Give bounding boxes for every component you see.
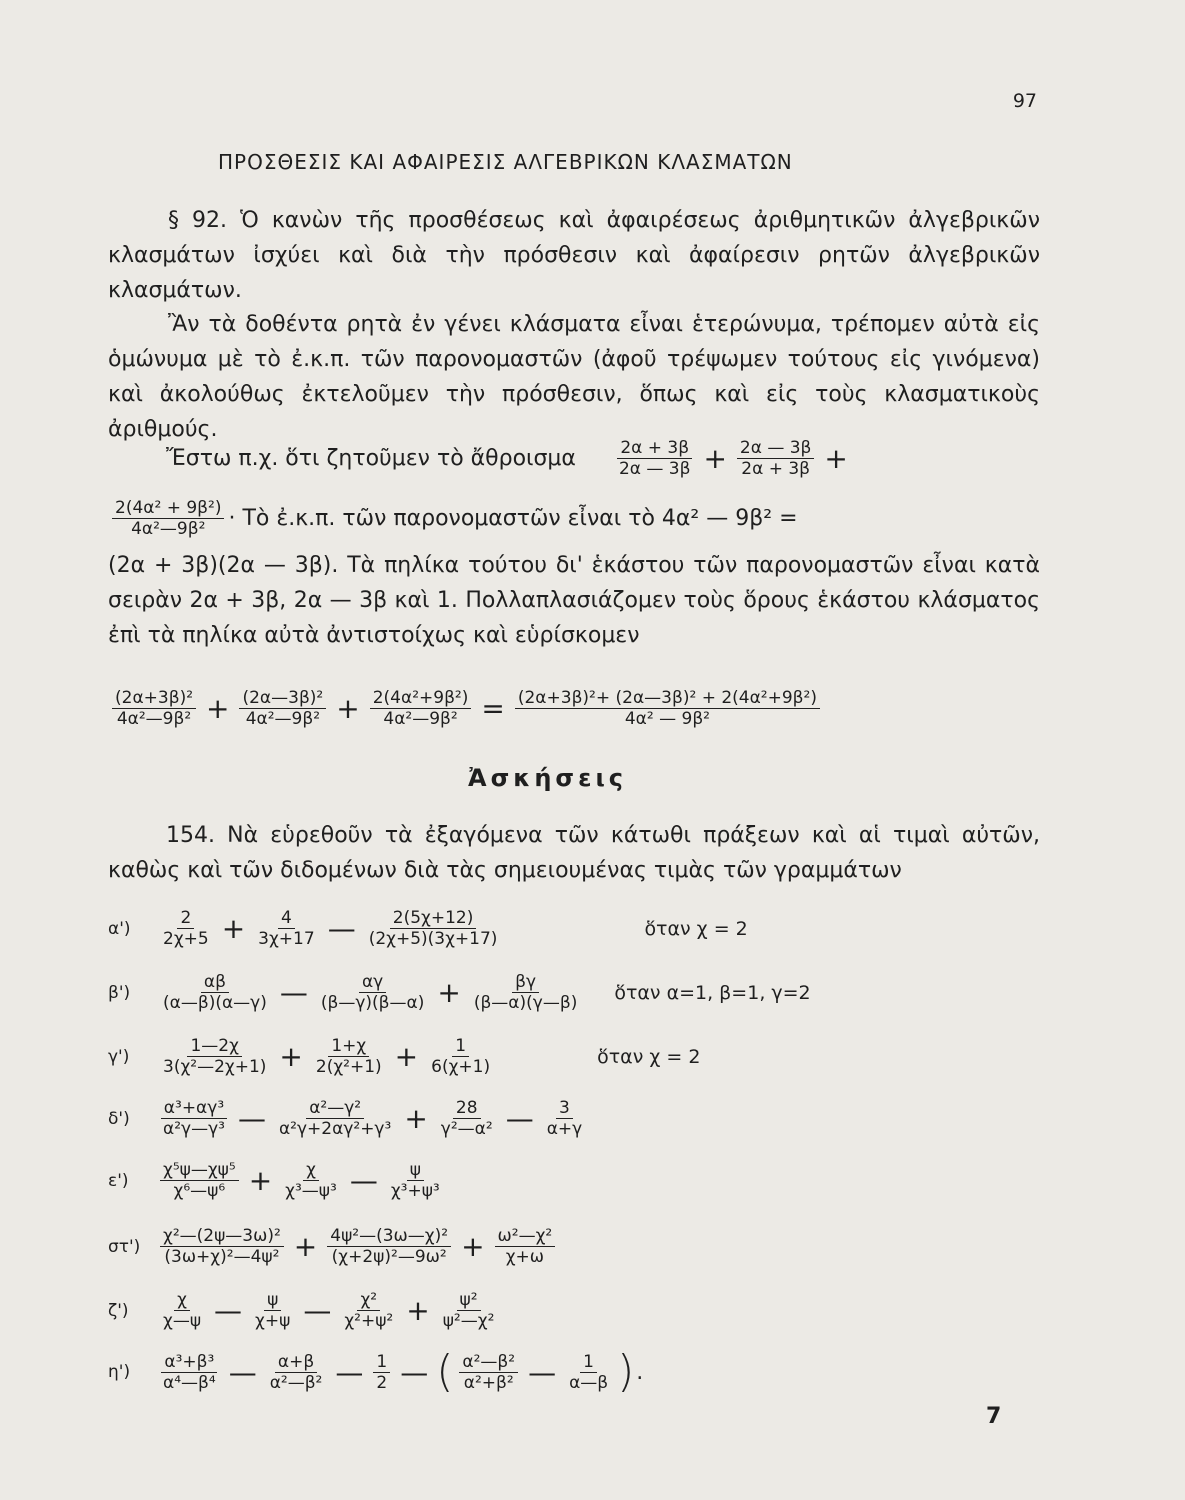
paragraph-quotients: (2α + 3β)(2α — 3β). Τὰ πηλίκα τούτου δι' ἑκάστου τῶν παρονομαστῶν εἶναι κατὰ σειρὰν 2α + 3β, 2α — 3β καὶ 1. Πολλαπλασιάζομεν τοὺς ὅρους ἑκάστου κλάσματος ἐπὶ τὰ πηλίκα αὐτὰ ἀντιστοίχως καὶ εὑρίσκομεν <box>108 553 1040 648</box>
fraction: $\frac{2\alpha + 3\beta}{2\alpha — 3\beta}$ <box>618 438 691 479</box>
fraction: $\frac{\psi}{\text{χ³+ψ³}}$ <box>390 1160 440 1201</box>
paragraph-rule: § 92. Ὁ κανὼν τῆς προσθέσεως καὶ ἀφαιρέσεως ἀριθμητικῶν ἀλγεβρικῶν κλασμάτων ἰσχύει καὶ διὰ τὴν πρόσθεσιν καὶ ἀφαίρεσιν ρητῶν ἀλγεβρικῶν κλασμάτων. <box>108 208 1040 303</box>
exercise-e: ε') $\frac{\text{χ⁵ψ—χψ⁵}}{\text{χ⁶—ψ⁶}}$ + $\frac{\chi}{\text{χ³—ψ³}}$ — $\frac{\psi}{\text{χ³+ψ³}}$ <box>108 1160 447 1201</box>
exercise-d: δ') $\frac{\text{α³+αγ³}}{\text{α²γ—γ³}}$ — $\frac{\text{α²—γ²}}{\text{α²γ+2αγ²+γ³}}$ + $\frac{28}{\text{γ²—α²}}$ — $\frac{3}{\alpha+\gamma}$ <box>108 1098 589 1139</box>
condition: ὅταν α=1, β=1, γ=2 <box>614 981 811 1004</box>
example-sum-continued <box>108 498 798 539</box>
fraction: $\frac{\alpha+\beta}{\text{α²—β²}}$ <box>269 1351 323 1393</box>
fraction: $\frac{\alpha\beta}{(\alpha—\beta)(\alpha—\gamma)}$ <box>163 972 267 1013</box>
exercise-b: β') $\frac{\alpha\beta}{(\alpha—\beta)(\alpha—\gamma)}$ — $\frac{\alpha\gamma}{(\beta—\gamma)(\beta—\alpha)}$ + $\frac{\beta\gamma}{(\beta—\alpha)(\gamma—\beta)}$ ὅταν α=1, β=1, γ=2 <box>108 972 811 1013</box>
fraction: $\frac{\text{χ²}}{\text{χ²+ψ²}}$ <box>344 1290 394 1331</box>
exercise-f: στ') $\frac{\text{χ²—(2ψ—3ω)²}}{\text{(3ω+χ)²—4ψ²}}$ + $\frac{\text{4ψ²—(3ω—χ)²}}{\text{(χ+2ψ)²—9ω²}}$ + $\frac{\text{ω²—χ²}}{\chi+\omega}$ <box>108 1226 559 1267</box>
page-number: 97 <box>1012 90 1037 112</box>
paragraph-method: Ἂν τὰ δοθέντα ρητὰ ἐν γένει κλάσματα εἶναι ἑτερώνυμα, τρέπομεν αὐτὰ εἰς ὁμώνυμα μὲ τὸ ἐ.κ.π. τῶν παρονομαστῶν (ἀφοῦ τρέψωμεν τούτους εἰς γινόμενα) καὶ ἀκολούθως ἐκτελοῦμεν τὴν πρόσθεσιν, ὅπως καὶ εἰς τοὺς κλασματικοὺς ἀριθμούς. <box>108 312 1040 442</box>
fraction: $\frac{4}{3\chi+17}$ <box>258 908 315 949</box>
fraction: $\frac{\text{4ψ²—(3ω—χ)²}}{\text{(χ+2ψ)²—9ω²}}$ <box>327 1226 451 1267</box>
exercises-title: Ἀσκήσεις <box>468 764 628 792</box>
fraction: $\frac{\alpha\gamma}{(\beta—\gamma)(\beta—\alpha)}$ <box>320 972 425 1013</box>
fraction: $\frac{1}{6(\chi+1)}$ <box>431 1036 491 1077</box>
fraction: $\frac{\text{2(4α²+9β²)}}{\text{4α²—9β²}}$ <box>370 688 472 729</box>
condition: ὅταν χ = 2 <box>597 1045 701 1068</box>
fraction: $\frac{\text{ψ²}}{\text{ψ²—χ²}}$ <box>442 1290 495 1331</box>
fraction: $\frac{1—2\chi}{\text{3(χ²—2χ+1)}}$ <box>163 1036 267 1077</box>
fraction: $\frac{\text{χ²—(2ψ—3ω)²}}{\text{(3ω+χ)²—4ψ²}}$ <box>160 1226 284 1267</box>
fraction: $\frac{\text{α²—γ²}}{\text{α²γ+2αγ²+γ³}}$ <box>278 1098 392 1139</box>
fraction: $\frac{\text{α³+αγ³}}{\text{α²γ—γ³}}$ <box>160 1098 228 1139</box>
fraction: $\frac{1}{\alpha—\beta}$ <box>569 1351 609 1393</box>
example-sum-row: Ἔστω π.χ. ὅτι ζητοῦμεν τὸ ἄθροισμα $\frac{2\alpha + 3\beta}{2\alpha — 3\beta}$ + $\frac{2\alpha — 3\beta}{2\alpha + 3\beta}$ + <box>166 438 848 479</box>
fraction: $\frac{\beta\gamma}{(\beta—\alpha)(\gamma—\beta)}$ <box>473 972 578 1013</box>
fraction: $\frac{\text{α³+β³}}{\text{α⁴—β⁴}}$ <box>163 1351 216 1393</box>
example-intro: Ἔστω π.χ. ὅτι ζητοῦμεν τὸ ἄθροισμα <box>166 446 576 471</box>
result-equation: $\frac{\text{(2α+3β)²}}{\text{4α²—9β²}}$ + $\frac{\text{(2α—3β)²}}{\text{4α²—9β²}}$ + $\frac{\text{2(4α²+9β²)}}{\text{4α²—9β²}}$ = $\frac{\text{(2α+3β)²+ (2α—3β)² + 2(4α²+9β²)}}{\text{4α² — 9β²}}$ <box>108 688 824 729</box>
exercise-h: η') $\frac{\text{α³+β³}}{\text{α⁴—β⁴}}$ — $\frac{\alpha+\beta}{\text{α²—β²}}$ — $\frac{1}{2}$ — ( $\frac{\text{α²—β²}}{\text{α²+β²}}$ — $\frac{1}{\alpha—\beta}$ ) . <box>108 1346 644 1397</box>
condition: ὅταν χ = 2 <box>644 917 748 940</box>
fraction: $\frac{\chi}{\text{χ³—ψ³}}$ <box>285 1160 337 1201</box>
exercise-g: ζ') $\frac{\chi}{\chi—\psi}$ — $\frac{\psi}{\chi+\psi}$ — $\frac{\text{χ²}}{\text{χ²+ψ²}}$ + $\frac{\text{ψ²}}{\text{ψ²—χ²}}$ <box>108 1290 501 1331</box>
exercise-a: α') $\frac{2}{2\chi+5}$ + $\frac{4}{3\chi+17}$ — $\frac{2(5\chi+12)}{(2\chi+5)(3\chi+17)}$ ὅταν χ = 2 <box>108 908 748 949</box>
fraction: $\frac{\text{ω²—χ²}}{\chi+\omega}$ <box>495 1226 556 1267</box>
section-heading: ΠΡΟΣΘΕΣΙΣ ΚΑΙ ΑΦΑΙΡΕΣΙΣ ΑΛΓΕΒΡΙΚΩΝ ΚΛΑΣΜΑΤΩΝ <box>218 150 793 174</box>
signature-mark: 7 <box>986 1404 1002 1429</box>
fraction: $\frac{1}{2}$ <box>373 1352 390 1393</box>
right-parenthesis: ) <box>617 1346 635 1397</box>
fraction: $\frac{\text{(2α—3β)²}}{\text{4α²—9β²}}$ <box>239 688 326 729</box>
fraction: $\frac{2\alpha — 3\beta}{2\alpha + 3\beta}$ <box>737 438 815 479</box>
fraction: $\frac{2}{2\chi+5}$ <box>163 908 209 949</box>
exercise-c: γ') $\frac{1—2\chi}{\text{3(χ²—2χ+1)}}$ + $\frac{1+\chi}{\text{2(χ²+1)}}$ + $\frac{1}{6(\chi+1)}$ ὅταν χ = 2 <box>108 1036 701 1077</box>
period: . <box>636 1359 644 1385</box>
fraction: $\frac{\chi}{\chi—\psi}$ <box>163 1290 202 1331</box>
fraction: $\frac{\text{α²—β²}}{\text{α²+β²}}$ <box>459 1352 518 1393</box>
left-parenthesis: ( <box>436 1346 454 1397</box>
lcm-text: · Τὸ ἐ.κ.π. τῶν παρονομαστῶν εἶναι τὸ 4α² — 9β² = <box>228 506 798 531</box>
fraction: $\frac{3}{\alpha+\gamma}$ <box>546 1098 583 1139</box>
fraction: $\frac{\text{(2α+3β)²}}{\text{4α²—9β²}}$ <box>112 688 196 729</box>
fraction: $\frac{\text{χ⁵ψ—χψ⁵}}{\text{χ⁶—ψ⁶}}$ <box>160 1160 239 1201</box>
exercise-intro: 154. Νὰ εὑρεθοῦν τὰ ἐξαγόμενα τῶν κάτωθι πράξεων καὶ αἱ τιμαὶ αὐτῶν, καθὼς καὶ τῶν διδομένων διὰ τὰς σημειουμένας τιμὰς τῶν γραμμάτων <box>108 823 1040 883</box>
fraction: $\frac{\text{2(4α² + 9β²)}}{\text{4α²—9β²}}$ <box>112 498 224 539</box>
fraction: $\frac{28}{\text{γ²—α²}}$ <box>440 1098 493 1139</box>
fraction: $\frac{\text{(2α+3β)²+ (2α—3β)² + 2(4α²+9β²)}}{\text{4α² — 9β²}}$ <box>515 688 820 729</box>
fraction: $\frac{1+\chi}{\text{2(χ²+1)}}$ <box>315 1036 382 1077</box>
fraction: $\frac{2(5\chi+12)}{(2\chi+5)(3\chi+17)}$ <box>368 908 498 949</box>
fraction: $\frac{\psi}{\chi+\psi}$ <box>255 1290 291 1331</box>
